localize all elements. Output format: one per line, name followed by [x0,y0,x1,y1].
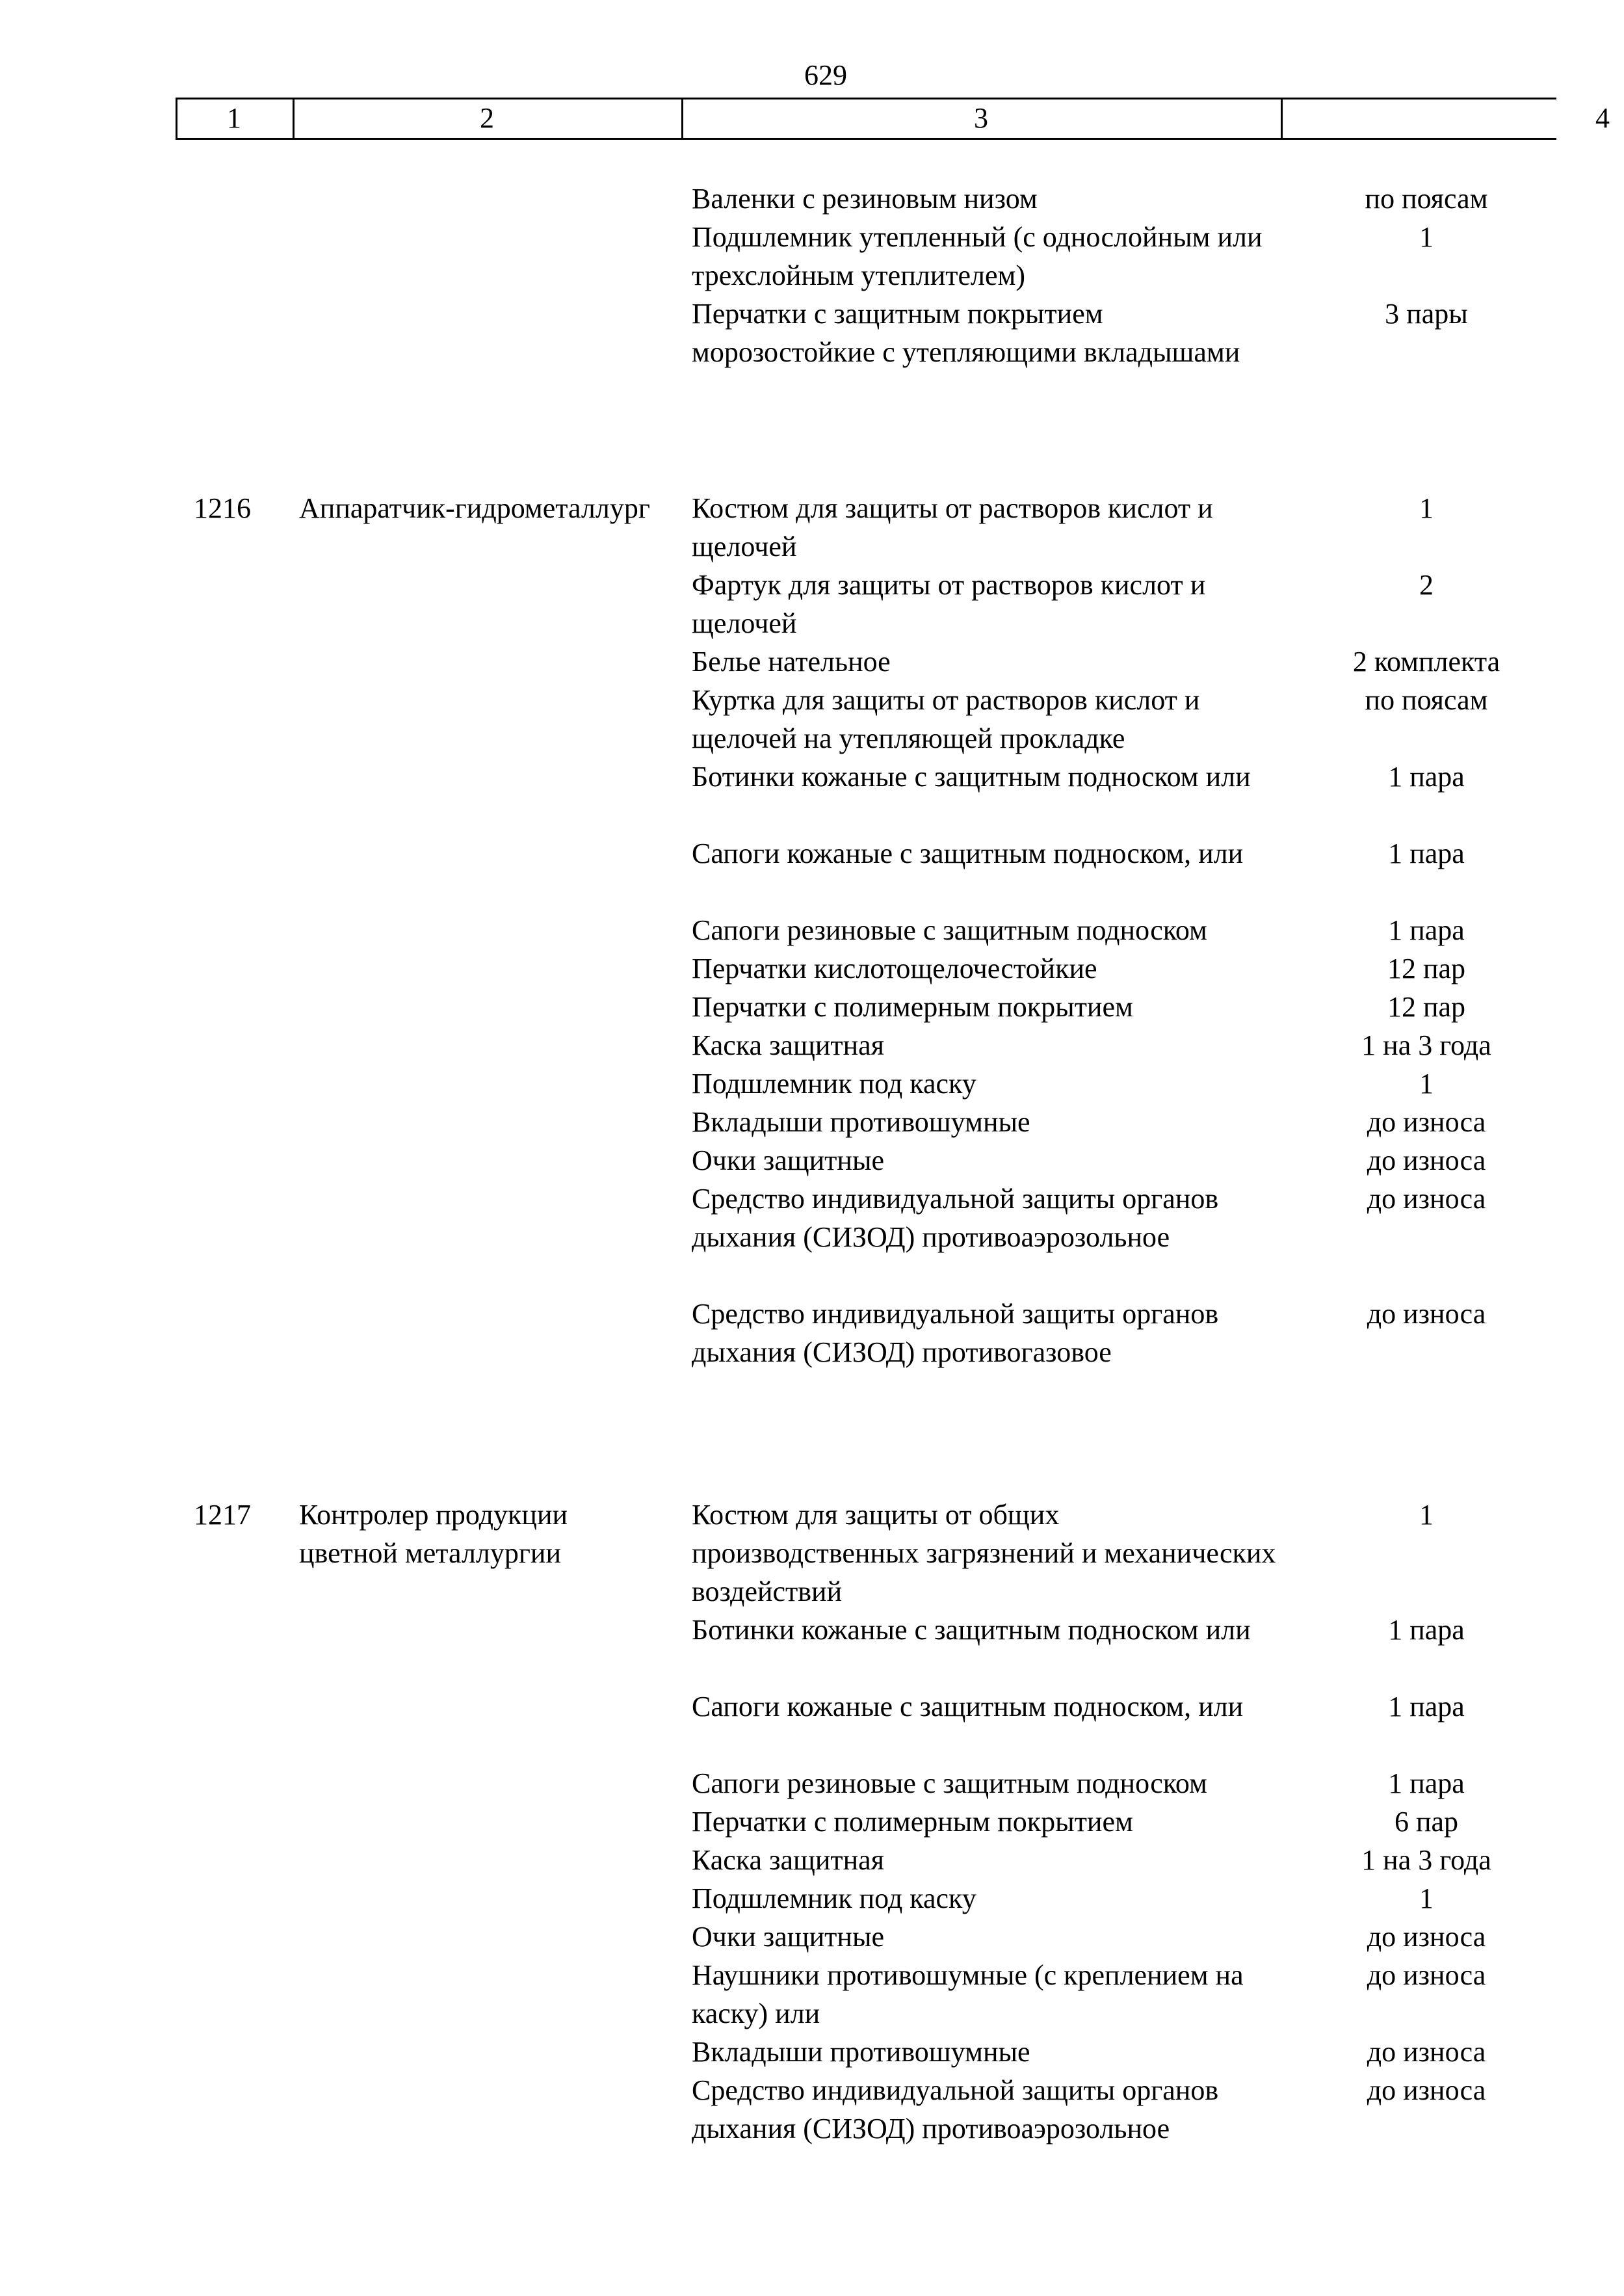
header-col-1: 1 [227,102,241,134]
header-bottom-rule [176,138,1556,140]
ppe-item-row [692,834,1465,911]
ppe-item-quantity: 1 [1419,221,1434,253]
ppe-item-name: Костюм для защиты от общих производственных загрязнений и механических воздействий [692,1499,1276,1607]
ppe-item-name: Каска защитная [692,1029,884,1061]
ppe-item-row [692,1956,1486,2033]
ppe-item-quantity: 1 на 3 года [1361,1029,1491,1061]
ppe-item-row [692,1496,1434,1611]
ppe-item-quantity: до износа [1367,2074,1486,2106]
ppe-item-quantity: 2 комплекта [1352,646,1500,678]
ppe-item-list [692,179,1488,410]
ppe-item-row [692,218,1434,295]
header-col-2: 2 [480,102,494,134]
ppe-item-name: Вкладыши противошумные [692,2036,1030,2068]
ppe-item-name: Средство индивидуальной защиты органов дыхания (СИЗОД) противогазовое [692,1298,1219,1368]
ppe-item-row [692,295,1468,410]
ppe-item-quantity: 2 [1419,569,1434,601]
ppe-item-row [692,1764,1465,1802]
ppe-item-row [692,566,1434,642]
ppe-item-row [692,1687,1465,1764]
ppe-item-row [692,1295,1486,1410]
ppe-item-row [692,911,1465,949]
ppe-item-quantity: 1 на 3 года [1361,1844,1491,1876]
ppe-item-quantity: 1 пара [1388,1691,1465,1722]
ppe-item-quantity: 1 [1419,1882,1434,1914]
ppe-item-row [692,681,1488,758]
column-number-header [176,98,1610,140]
ppe-item-name: Каска защитная [692,1844,884,1876]
ppe-item-name: Валенки с резиновым низом [692,183,1038,215]
ppe-item-name: Перчатки с полимерным покрытием [692,991,1133,1023]
ppe-item-name: Ботинки кожаные с защитным подноском или [692,1614,1251,1646]
ppe-item-quantity: 1 [1419,1068,1434,1100]
ppe-item-row [692,1180,1486,1295]
ppe-item-name: Сапоги кожаные с защитным подноском, или [692,838,1244,869]
ppe-item-name: Вкладыши противошумные [692,1106,1030,1138]
ppe-item-name: Подшлемник под каску [692,1882,976,1914]
page-number: 629 [804,59,847,91]
ppe-item-row [692,1103,1486,1141]
ppe-item-row [692,1026,1491,1064]
ppe-item-row [692,1879,1434,1918]
ppe-item-quantity: до износа [1367,1959,1486,1991]
ppe-item-name: Подшлемник утепленный (с однослойным или трехслойным утеплителем) [692,221,1263,291]
ppe-item-quantity: до износа [1367,1298,1486,1330]
ppe-item-name: Средство индивидуальной защиты органов дыхания (СИЗОД) противоаэрозольное [692,1183,1219,1253]
header-col-4: 4 [1595,102,1610,134]
ppe-item-quantity: до износа [1367,2036,1486,2068]
record-number: 1216 [194,492,251,524]
ppe-item-quantity: 3 пары [1385,298,1468,330]
ppe-item-row [692,1918,1486,1956]
ppe-item-row [692,2071,1486,2186]
ppe-item-name: Средство индивидуальной защиты органов дыхания (СИЗОД) противоаэрозольное [692,2074,1219,2144]
ppe-item-row [692,1841,1491,1879]
ppe-item-quantity: до износа [1367,1183,1486,1215]
ppe-item-quantity: 1 [1419,492,1434,524]
ppe-item-name: Перчатки с полимерным покрытием [692,1806,1133,1838]
ppe-item-quantity: до износа [1367,1106,1486,1138]
ppe-item-row [692,988,1466,1026]
ppe-item-name: Наушники противошумные (с креплением на каску) или [692,1959,1244,2029]
record-number: 1217 [194,1499,251,1531]
ppe-item-name: Белье нательное [692,646,891,678]
ppe-item-row [692,1802,1459,1841]
ppe-item-quantity: по поясам [1365,183,1488,215]
ppe-item-quantity: 1 пара [1388,761,1465,793]
ppe-item-name: Сапоги резиновые с защитным подноском [692,1767,1207,1799]
ppe-item-quantity: до износа [1367,1921,1486,1953]
ppe-item-name: Очки защитные [692,1144,885,1176]
ppe-item-row [692,949,1466,988]
ppe-item-name: Очки защитные [692,1921,885,1953]
ppe-item-name: Костюм для защиты от растворов кислот и щелочей [692,492,1213,562]
ppe-item-name: Фартук для защиты от растворов кислот и щелочей [692,569,1206,639]
job-title: Аппаратчик-гидрометаллург [299,492,650,524]
ppe-item-row [692,642,1500,681]
ppe-item-name: Сапоги резиновые с защитным подноском [692,914,1207,946]
ppe-item-name: Перчатки с защитным покрытием морозостойкие с утепляющими вкладышами [692,298,1240,368]
ppe-item-quantity: до износа [1367,1144,1486,1176]
ppe-item-quantity: 6 пар [1394,1806,1459,1838]
job-title: Контролер продукции цветной металлургии [299,1499,568,1569]
ppe-item-name: Сапоги кожаные с защитным подноском, или [692,1691,1244,1722]
ppe-item-name: Куртка для защиты от растворов кислот и щелочей на утепляющей прокладке [692,684,1200,754]
header-col-3: 3 [974,102,988,134]
ppe-item-row [692,1064,1434,1103]
ppe-item-quantity: 12 пар [1387,953,1466,984]
ppe-item-quantity: 1 пара [1388,914,1465,946]
ppe-item-row [692,2033,1486,2071]
ppe-item-quantity: по поясам [1365,684,1488,716]
ppe-item-name: Ботинки кожаные с защитным подноском или [692,761,1251,793]
ppe-item-row [692,1141,1486,1180]
ppe-item-quantity: 1 пара [1388,1767,1465,1799]
ppe-item-row [692,758,1465,834]
ppe-item-quantity: 1 пара [1388,838,1465,869]
ppe-item-row [692,1611,1465,1687]
ppe-item-row [692,489,1434,566]
ppe-item-quantity: 12 пар [1387,991,1466,1023]
ppe-item-row [692,179,1488,218]
ppe-item-quantity: 1 [1419,1499,1434,1531]
ppe-item-name: Перчатки кислотощелочестойкие [692,953,1097,984]
ppe-item-quantity: 1 пара [1388,1614,1465,1646]
ppe-item-list [692,1496,1491,2186]
ppe-item-list [692,489,1500,1410]
ppe-item-name: Подшлемник под каску [692,1068,976,1100]
